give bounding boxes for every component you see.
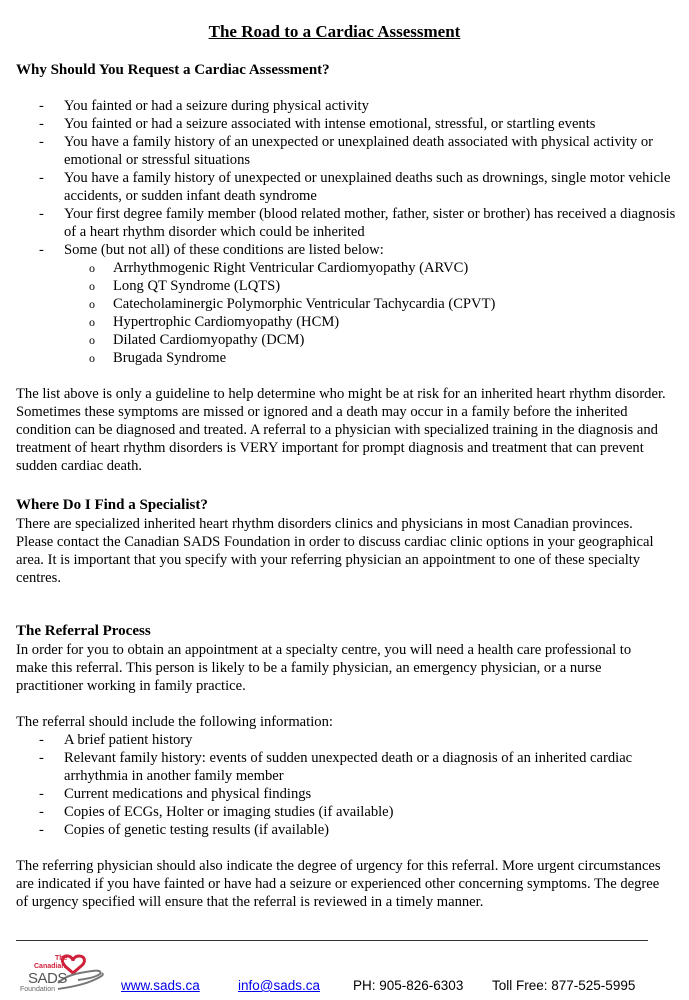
logo-text-canadian: Canadian — [34, 963, 66, 970]
list-item: - Copies of ECGs, Holter or imaging studies (if available) — [39, 804, 394, 820]
circle-marker: o — [89, 315, 95, 329]
list-item: - Relevant family history: events of sudden unexpected death or a diagnosis of an inherited cardiac arrhythmia in another family member — [39, 750, 633, 784]
email-link[interactable]: info@sads.ca — [238, 978, 320, 993]
heading-referral-process: The Referral Process — [16, 623, 151, 639]
dash-marker: - — [39, 170, 44, 186]
list-item: - You fainted or had a seizure associated with intense emotional, stressful, or startling events — [39, 116, 596, 132]
dash-marker: - — [39, 786, 44, 802]
circle-marker: o — [89, 279, 95, 293]
circle-marker: o — [89, 333, 95, 347]
list-item: - You have a family history of unexpected or unexplained deaths such as drownings, single motor vehicle accidents, or sudden infant death syndrome — [39, 170, 671, 204]
condition-item: o Catecholaminergic Polymorphic Ventricular Tachycardia (CPVT) — [89, 296, 496, 312]
heading-why-request: Why Should You Request a Cardiac Assessment? — [16, 62, 330, 78]
list-item: - Copies of genetic testing results (if available) — [39, 822, 330, 838]
heading-find-specialist: Where Do I Find a Specialist? — [16, 497, 208, 513]
urgency-paragraph: The referring physician should also indicate the degree of urgency for this referral. More urgent circumstances are indicated if you have fainted or have had a seizure or experienced other concerning symptoms. The degree of urgency specified will ensure that the referral is reviewed in a timely manner. — [16, 858, 661, 910]
toll-free-number: Toll Free: 877-525-5995 — [492, 978, 636, 993]
dash-marker: - — [39, 732, 44, 748]
dash-marker: - — [39, 804, 44, 820]
dash-marker: - — [39, 750, 44, 766]
list-item: - A brief patient history — [39, 732, 193, 748]
logo-text-the: The — [55, 955, 68, 962]
dash-marker: - — [39, 206, 44, 222]
referral-info-intro: The referral should include the following information: — [16, 714, 333, 730]
condition-item: o Hypertrophic Cardiomyopathy (HCM) — [89, 314, 340, 330]
logo-text-sads: SADS — [28, 970, 67, 987]
dash-marker: - — [39, 116, 44, 132]
circle-marker: o — [89, 351, 95, 365]
condition-item: o Brugada Syndrome — [89, 350, 227, 366]
footer-divider — [16, 940, 648, 941]
dash-marker: - — [39, 134, 44, 150]
list-item: - You have a family history of an unexpected or unexplained death associated with physical activity or emotional or stressful situations — [39, 134, 653, 168]
footer-contact — [0, 975, 689, 1000]
website-link[interactable]: www.sads.ca — [121, 978, 200, 993]
dash-marker: - — [39, 242, 44, 258]
list-item: - Some (but not all) of these conditions are listed below: o Arrhythmogenic Right Ventricular Cardiomyopathy (ARVC) o Long QT Syndrome (LQTS) o Catecholaminergic Polymorphic Ventricular Tachycardia (CPVT) o Hypertrophic Cardiomyopathy (HCM) o Dilated Cardiomyopathy (DCM) o Brugada Syndrome — [0, 241, 680, 367]
condition-item: o Long QT Syndrome (LQTS) — [89, 278, 281, 294]
dash-marker: - — [39, 822, 44, 838]
list-item: - Current medications and physical findings — [39, 786, 312, 802]
condition-item: o Arrhythmogenic Right Ventricular Cardiomyopathy (ARVC) — [89, 260, 469, 276]
condition-item: o Dilated Cardiomyopathy (DCM) — [89, 332, 305, 348]
circle-marker: o — [89, 297, 95, 311]
logo-text-foundation: Foundation — [20, 986, 56, 993]
circle-marker: o — [89, 261, 95, 275]
list-item: - You fainted or had a seizure during physical activity — [39, 98, 369, 114]
list-item: - Your first degree family member (blood related mother, father, sister or brother) has received a diagnosis of a heart rhythm disorder which could be inherited — [39, 206, 676, 240]
guideline-paragraph: The list above is only a guideline to help determine who might be at risk for an inherited heart rhythm disorder. Sometimes these symptoms are missed or ignored and a death may occur in a family before the inherited condition can be diagnosed and treated. A referral to a physician with specialized training in the diagnosis and treatment of heart rhythm disorders is VERY important for prompt diagnosis and treatment that can prevent sudden cardiac death. — [16, 386, 666, 474]
document-title: The Road to a Cardiac Assessment — [208, 22, 461, 41]
conditions-list — [64, 259, 680, 367]
specialist-paragraph: There are specialized inherited heart rhythm disorders clinics and physicians in most Canadian provinces. Please contact the Canadian SADS Foundation in order to discuss cardiac clinic options in your geographical area. It is important that you specify with your referring physician an appointment to one of these specialty centres. — [16, 516, 654, 586]
symptom-list — [0, 97, 680, 367]
referral-info-list — [0, 731, 680, 839]
dash-marker: - — [39, 98, 44, 114]
referral-paragraph: In order for you to obtain an appointment at a specialty centre, you will need a health care professional to make this referral. This person is likely to be a family physician, an emergency physician, or a nurse practitioner working in family practice. — [16, 642, 632, 694]
phone-number: PH: 905-826-6303 — [353, 978, 464, 993]
